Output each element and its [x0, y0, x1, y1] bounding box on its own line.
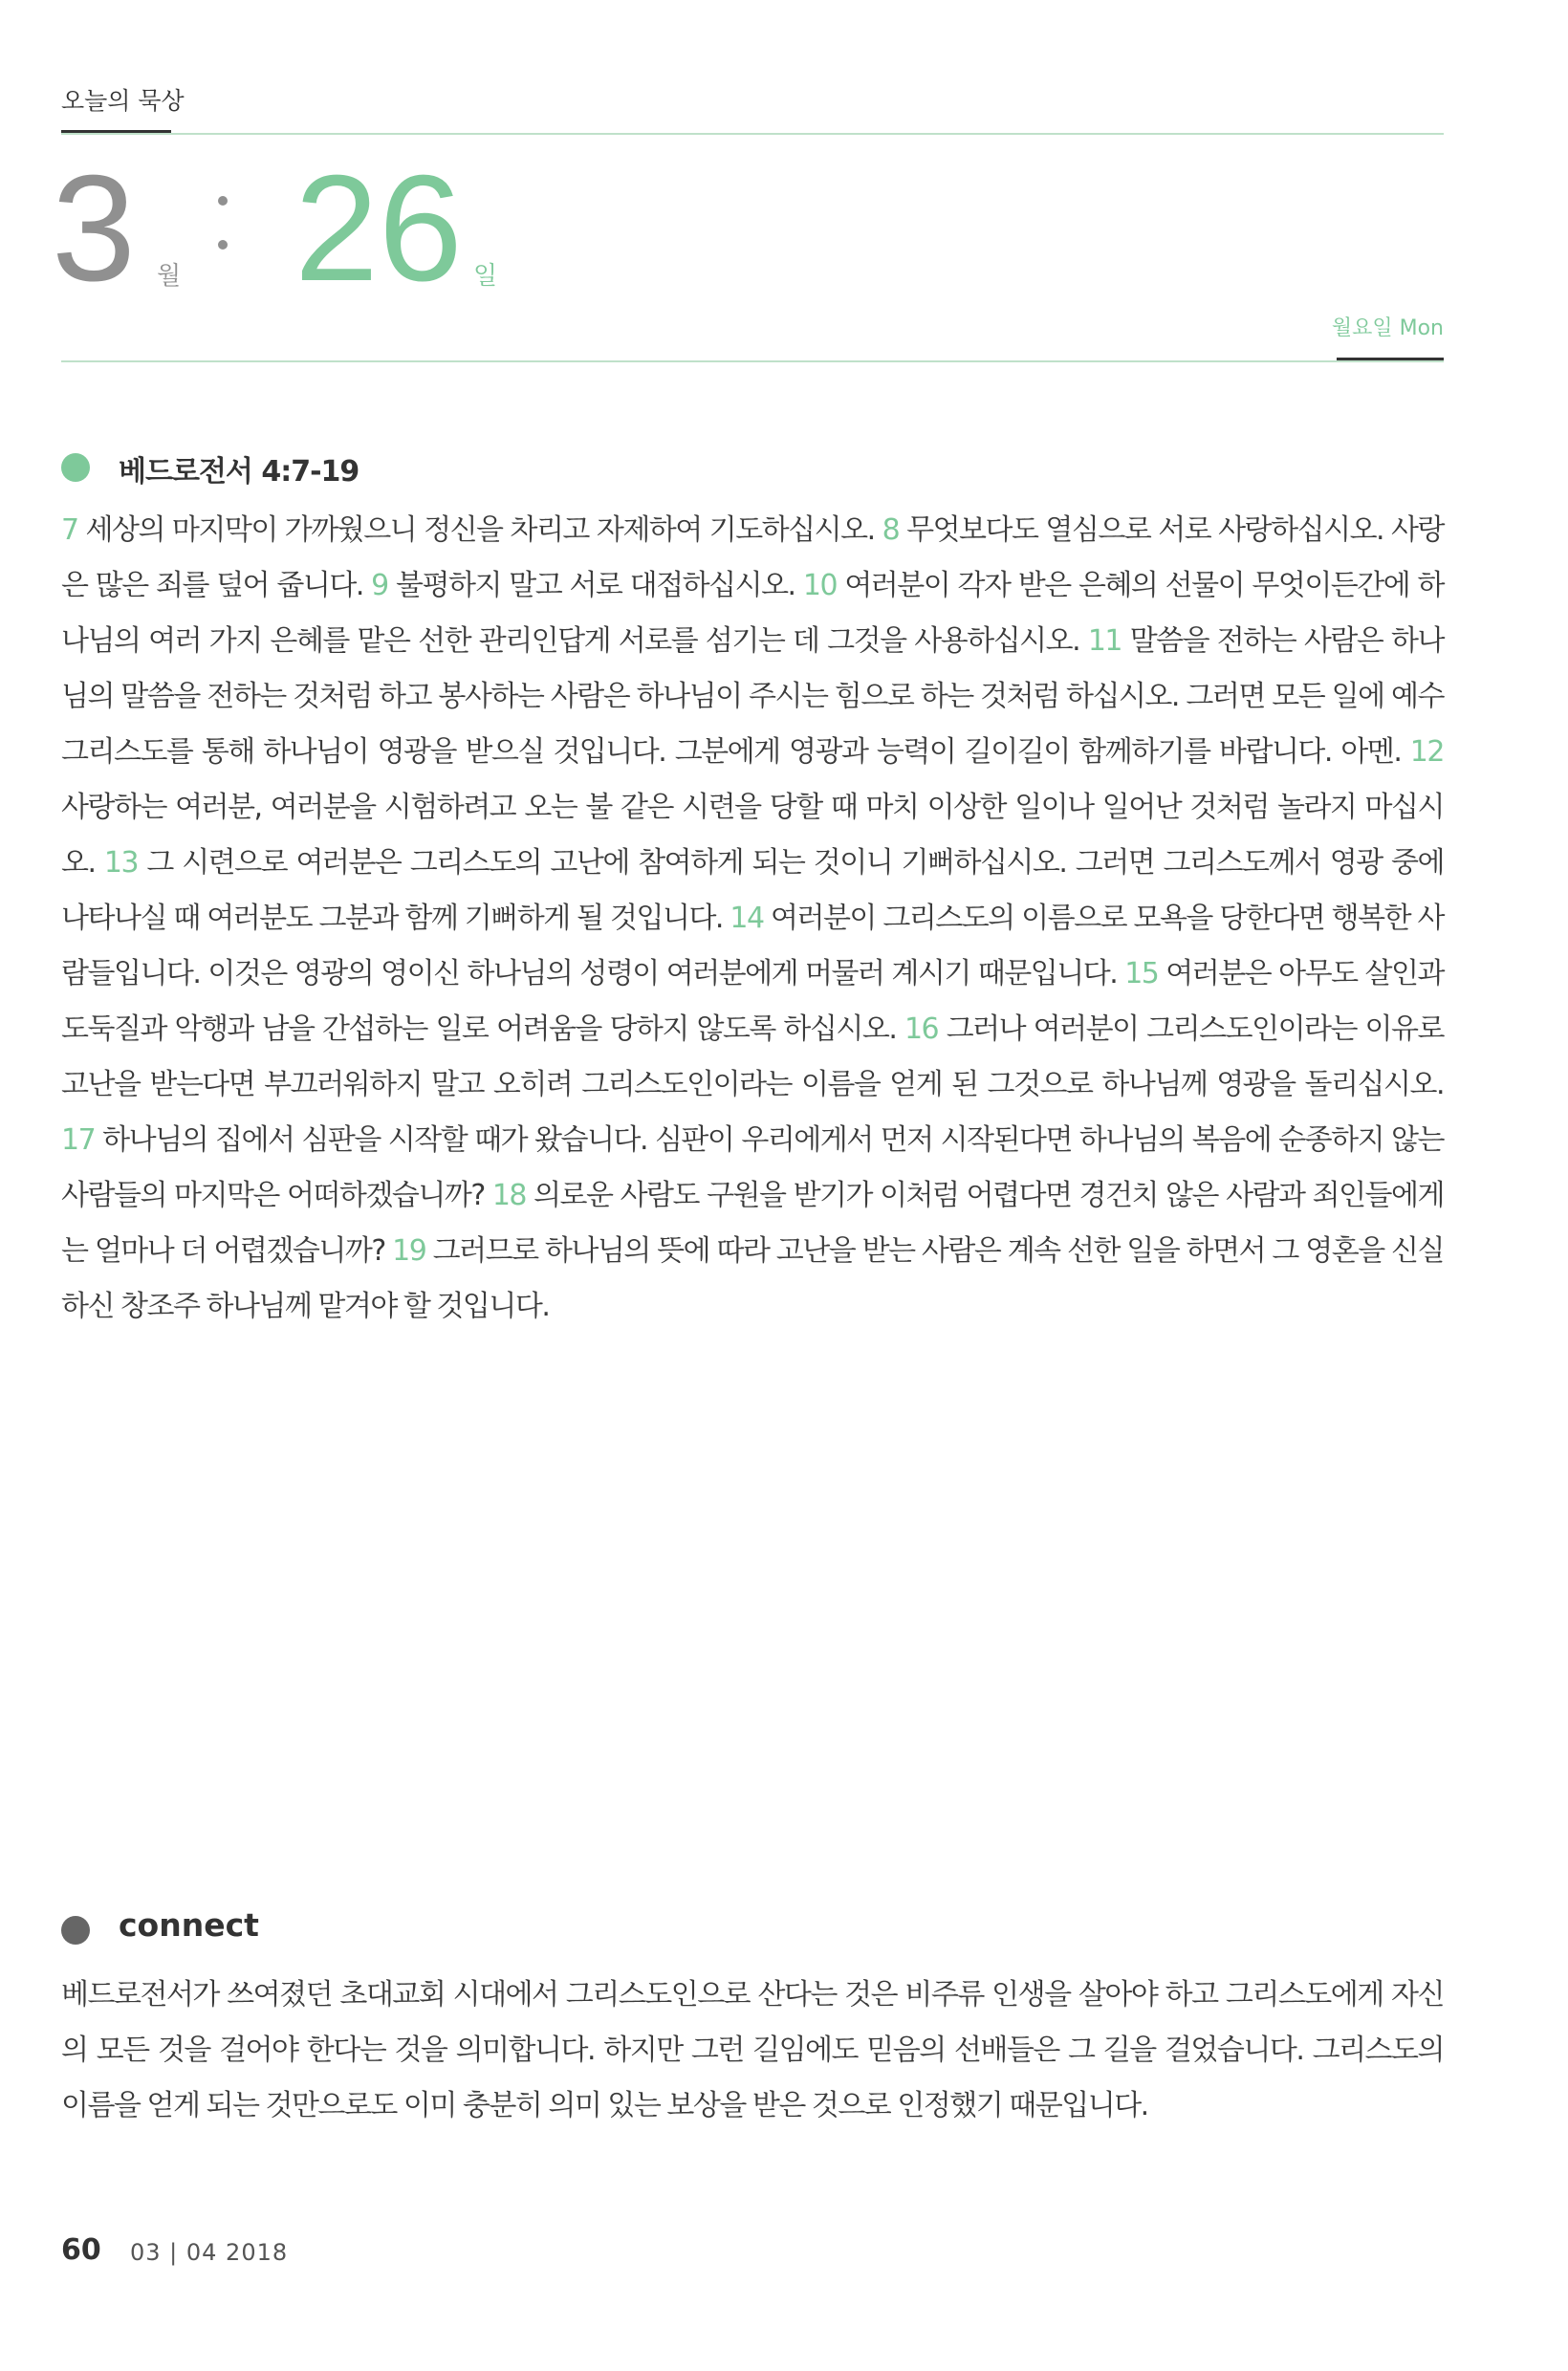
verse-number: 7: [61, 513, 78, 547]
verse-number: 11: [1087, 624, 1122, 658]
verse-number: 13: [103, 846, 139, 880]
verse-text: 무엇보다도 열심으로 서로 사랑하십시오. 사랑은 많은 죄를 덮어 줍니다.: [61, 513, 1444, 602]
verse-text: 여러분이 각자 받은 은혜의 선물이 무엇이든간에 하나님의 여러 가지 은혜를 맡은 선한 관리인답게 서로를 섬기는 데 그것을 사용하십시오.: [61, 569, 1444, 658]
verse-number: 10: [802, 569, 838, 602]
scripture-reference: 베드로전서 4:7-19: [119, 455, 359, 489]
verse-text: 그러나 여러분이 그리스도인이라는 이유로 고난을 받는다면 부끄러워하지 말고 오히려 그리스도인이라는 이름을 얻게 된 그것으로 하나님께 영광을 돌리십시오.: [61, 1012, 1444, 1101]
section-label: 오늘의 묵상: [61, 87, 185, 115]
verse-text: 하나님의 집에서 심판을 시작할 때가 왔습니다. 심판이 우리에게서 먼저 시작된다면 하나님의 복음에 순종하지 않는 사람들의 마지막은 어떠하겠습니까?: [61, 1123, 1444, 1212]
verse-number: 14: [730, 902, 764, 935]
verse-text: 사랑하는 여러분, 여러분을 시험하려고 오는 불 같은 시련을 당할 때 마치 이상한 일이나 일어난 것처럼 놀라지 마십시오.: [61, 791, 1444, 880]
scripture-text: [61, 503, 1444, 1335]
verse-number: 19: [392, 1234, 426, 1268]
verse-text: 그 시련으로 여러분은 그리스도의 고난에 참여하게 되는 것이니 기뻐하십시오. 그러면 그리스도께서 영광 중에 나타나실 때 여러분도 그분과 함께 기뻐하게 될 것입니다.: [61, 846, 1444, 935]
page-number: 60: [61, 2233, 101, 2267]
verse-number: 18: [491, 1179, 526, 1212]
month-number: 3: [52, 144, 136, 313]
verse-text: 여러분은 아무도 살인과 도둑질과 악행과 남을 간섭하는 일로 어려움을 당하지 않도록 하십시오.: [61, 957, 1444, 1046]
verse-number: 9: [371, 569, 388, 602]
top-divider: [61, 133, 1444, 135]
verse-text: 세상의 마지막이 가까웠으니 정신을 차리고 자제하여 기도하십시오.: [77, 513, 882, 547]
verse-text: 말씀을 전하는 사람은 하나님의 말씀을 전하는 것처럼 하고 봉사하는 사람은 하나님이 주시는 힘으로 하는 것처럼 하십시오. 그러면 모든 일에 예수 그리스도를 통해 하나님이 영광을 받으실 것입니다. 그분에게 영광과 능력이 길이길이 함께하기를 바랍니다. 아멘.: [61, 624, 1444, 769]
verse-number: 8: [882, 513, 900, 547]
month-unit: 월: [157, 262, 182, 291]
verse-number: 16: [904, 1012, 939, 1046]
scripture-bullet-icon: [61, 453, 90, 482]
colon-dot-bottom: [218, 240, 228, 250]
connect-title: connect: [119, 1906, 259, 1944]
issue-date: 03 | 04 2018: [130, 2239, 289, 2266]
verse-text: 그러므로 하나님의 뜻에 따라 고난을 받는 사람은 계속 선한 일을 하면서 그 영혼을 신실하신 창조주 하나님께 맡겨야 할 것입니다.: [61, 1234, 1444, 1323]
day-number: 26: [294, 144, 463, 313]
verse-text: 불평하지 말고 서로 대접하십시오.: [387, 569, 803, 602]
verse-text: 여러분이 그리스도의 이름으로 모욕을 당한다면 행복한 사람들입니다. 이것은 영광의 영이신 하나님의 성령이 여러분에게 머물러 계시기 때문입니다.: [61, 902, 1444, 990]
weekday-label: 월요일 Mon: [1331, 316, 1444, 340]
header-divider: [61, 360, 1444, 362]
connect-bullet-icon: [61, 1916, 90, 1945]
colon-dot-top: [218, 196, 228, 206]
connect-body: 베드로전서가 쓰여졌던 초대교회 시대에서 그리스도인으로 산다는 것은 비주류 인생을 살아야 하고 그리스도에게 자신의 모든 것을 걸어야 한다는 것을 의미합니다. 하지만 그런 길임에도 믿음의 선배들은 그 길을 걸었습니다. 그리스도의 이름을 얻게 되는 것만으로도 이미 충분히 의미 있는 보상을 받은 것으로 인정했기 때문입니다.: [61, 1978, 1444, 2122]
date-colon: [218, 196, 228, 284]
day-unit: 일: [473, 262, 498, 291]
verse-number: 12: [1409, 735, 1444, 769]
verse-number: 15: [1124, 957, 1159, 990]
verse-text: 의로운 사람도 구원을 받기가 이처럼 어렵다면 경건치 않은 사람과 죄인들에게는 얼마나 더 어렵겠습니까?: [61, 1179, 1444, 1268]
verse-number: 17: [61, 1123, 96, 1157]
